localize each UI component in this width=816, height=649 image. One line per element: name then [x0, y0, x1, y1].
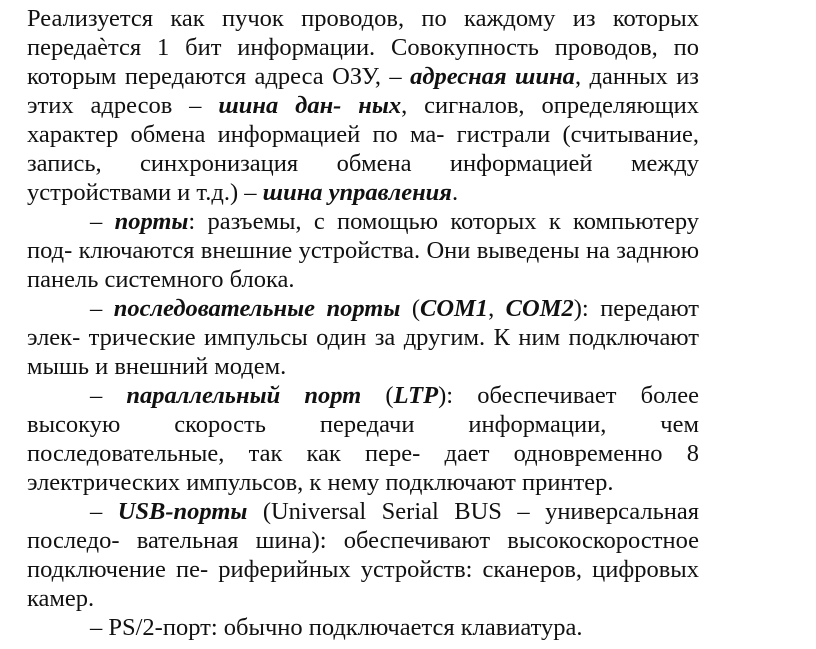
text-run: (	[400, 295, 420, 322]
paragraph-ps2-port	[27, 613, 699, 642]
text-run: –	[90, 382, 127, 409]
paragraph-parallel-port	[27, 381, 699, 497]
term-serial-ports: последовательные порты	[113, 295, 401, 322]
text-run: ,	[488, 295, 506, 322]
paragraph-bus-description	[27, 4, 699, 207]
paragraph-usb-ports	[27, 497, 699, 613]
term-ports: порты	[114, 208, 189, 235]
paragraph-ports	[27, 207, 699, 294]
text-run: , данных из этих адресов –	[27, 63, 699, 119]
text-run: – PS/2-порт: обычно подключается клавиатура.	[90, 614, 583, 641]
text-run: (	[361, 382, 394, 409]
term-ltp: LTP	[393, 382, 439, 409]
term-address-bus: адресная шина	[410, 63, 575, 90]
text-run: –	[90, 295, 114, 322]
paragraph-serial-ports	[27, 294, 699, 381]
term-parallel-port: параллельный порт	[126, 382, 362, 409]
text-run: .	[451, 179, 459, 206]
text-run: (Universal Serial BUS – универсальная последо- вательная шина): обеспечивают высокоскоростное подключение пе- риферийных устройств: сканеров, цифровых камер.	[27, 498, 700, 612]
term-com2: COM2	[505, 295, 574, 322]
text-run: : разъемы, с помощью которых к компьютеру под- ключаются внешние устройства. Они выведены на заднюю панель системного блока.	[27, 208, 699, 293]
term-control-bus: шина управления	[262, 179, 452, 206]
term-data-bus: шина дан- ных	[218, 92, 402, 119]
text-run: –	[90, 498, 118, 525]
text-run: , сигналов, определяющих характер обмена информацией по ма- гистрали (считывание, запись, синхронизация обмена информацией между устройствами и т.д.) –	[27, 92, 700, 206]
text-run: Реализуется как пучок проводов, по каждому из которых передаѐтся 1 бит информации. Совокупность проводов, по которым передаются адреса ОЗУ, –	[27, 5, 699, 90]
text-run: ): передают элек- трические импульсы один за другим. К ним подключают мышь и внешний модем.	[27, 295, 700, 380]
term-usb-ports: USB-порты	[117, 498, 248, 525]
text-run: ): обеспечивает более высокую скорость передачи информации, чем последовательные, так как пере- дает одновременно 8 электрических импульсов, к нему подключают принтер.	[27, 382, 699, 496]
document-page	[27, 4, 699, 642]
term-com1: COM1	[419, 295, 489, 322]
text-run: –	[90, 208, 115, 235]
